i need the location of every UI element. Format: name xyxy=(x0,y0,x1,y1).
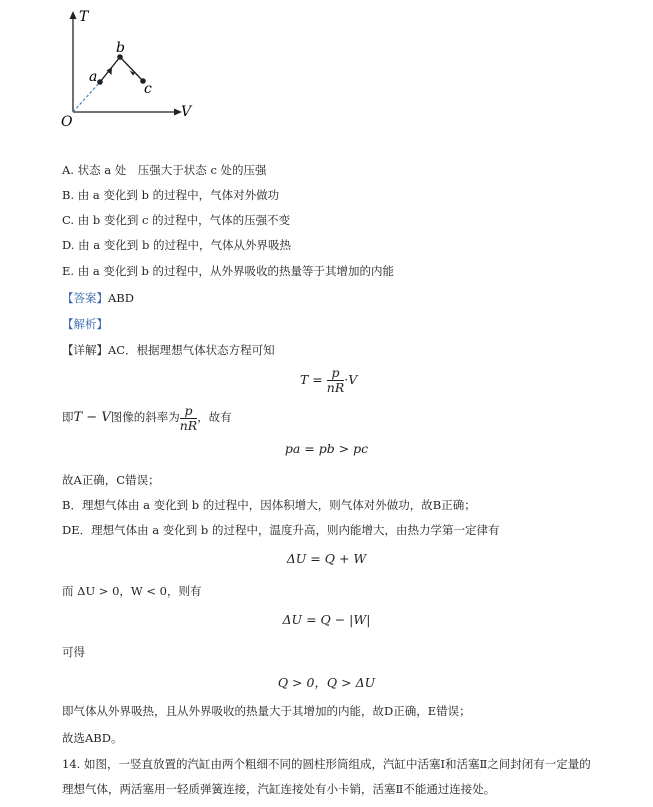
b-explanation: B．理想气体由 a 变化到 b 的过程中，因体积增大，则气体对外做功，故B正确； xyxy=(62,498,476,512)
eq1-denominator: nR xyxy=(326,380,345,395)
origin-label: O xyxy=(61,114,73,130)
slope-denominator: nR xyxy=(179,417,198,433)
slope-numerator: p xyxy=(180,404,197,419)
equation-3: ΔU = Q + W xyxy=(286,551,367,566)
next-question-line-2: 理想气体，两活塞用一轻质弹簧连接，汽缸连接处有小卡销，活塞Ⅱ不能通过连接处。 xyxy=(62,782,496,796)
point-b-label: b xyxy=(116,40,125,56)
final-explanation: 即气体从外界吸热，且从外界吸收的热量大于其增加的内能，故D正确，E错误； xyxy=(62,704,471,718)
equation-4: ΔU = Q − |W| xyxy=(282,612,371,627)
point-a-label: a xyxy=(89,69,98,85)
condition-line: 而 ΔU > 0，W < 0，则有 xyxy=(62,584,202,598)
detail-intro-line xyxy=(62,343,275,357)
slope-post: ，故有 xyxy=(197,410,232,424)
equation-1 xyxy=(300,366,357,395)
detail-intro: AC．根据理想气体状态方程可知 xyxy=(108,343,275,357)
eq1-numerator: p xyxy=(327,366,344,381)
detail-tag: 【详解】 xyxy=(62,343,108,357)
answer-value: ABD xyxy=(108,291,134,305)
t-axis-label: T xyxy=(79,9,89,25)
option-e: E. 由 a 变化到 b 的过程中，从外界吸收的热量等于其增加的内能 xyxy=(62,264,395,278)
option-c: C. 由 b 变化到 c 的过程中，气体的压强不变 xyxy=(62,213,291,227)
answer-tag: 【答案】 xyxy=(62,291,108,305)
dashed-line-origin-to-a xyxy=(73,82,100,112)
answer-line xyxy=(62,291,134,305)
t-axis-arrow xyxy=(70,11,77,19)
choose-line: 故选ABD。 xyxy=(62,731,123,745)
slope-line xyxy=(62,402,232,432)
option-a: A. 状态 a 处 压强大于状态 c 处的压强 xyxy=(62,163,267,177)
point-c-label: c xyxy=(144,81,152,97)
slope-mid: 图像的斜率为 xyxy=(110,410,180,424)
get-line: 可得 xyxy=(62,645,85,659)
slope-pre: 即 xyxy=(62,410,74,424)
next-question-line-1: 14. 如图，一竖直放置的汽缸由两个粗细不同的圆柱形筒组成，汽缸中活塞Ⅰ和活塞Ⅱ之间封闭有一定量的 xyxy=(62,757,591,771)
slope-math: T − V xyxy=(73,410,111,425)
equation-2: pa = pb > pc xyxy=(284,441,369,456)
conclusion-ac: 故A正确，C错误； xyxy=(62,473,160,487)
equation-5: Q > 0，Q > ΔU xyxy=(277,675,376,690)
v-axis-label: V xyxy=(181,104,192,120)
t-v-graph xyxy=(55,8,205,130)
de-explanation: DE．理想气体由 a 变化到 b 的过程中，温度升高，则内能增大，由热力学第一定律有 xyxy=(62,523,500,537)
eq1-lhs: T = xyxy=(300,372,327,387)
option-b: B. 由 a 变化到 b 的过程中，气体对外做功 xyxy=(62,188,280,202)
eq1-fraction xyxy=(327,366,344,395)
slope-fraction xyxy=(180,404,197,433)
segment-b-c xyxy=(120,57,143,81)
eq1-rhs: ·V xyxy=(344,372,358,387)
option-d: D. 由 a 变化到 b 的过程中，气体从外界吸热 xyxy=(62,238,291,252)
point-a-dot xyxy=(97,79,103,85)
analysis-tag: 【解析】 xyxy=(62,317,108,331)
